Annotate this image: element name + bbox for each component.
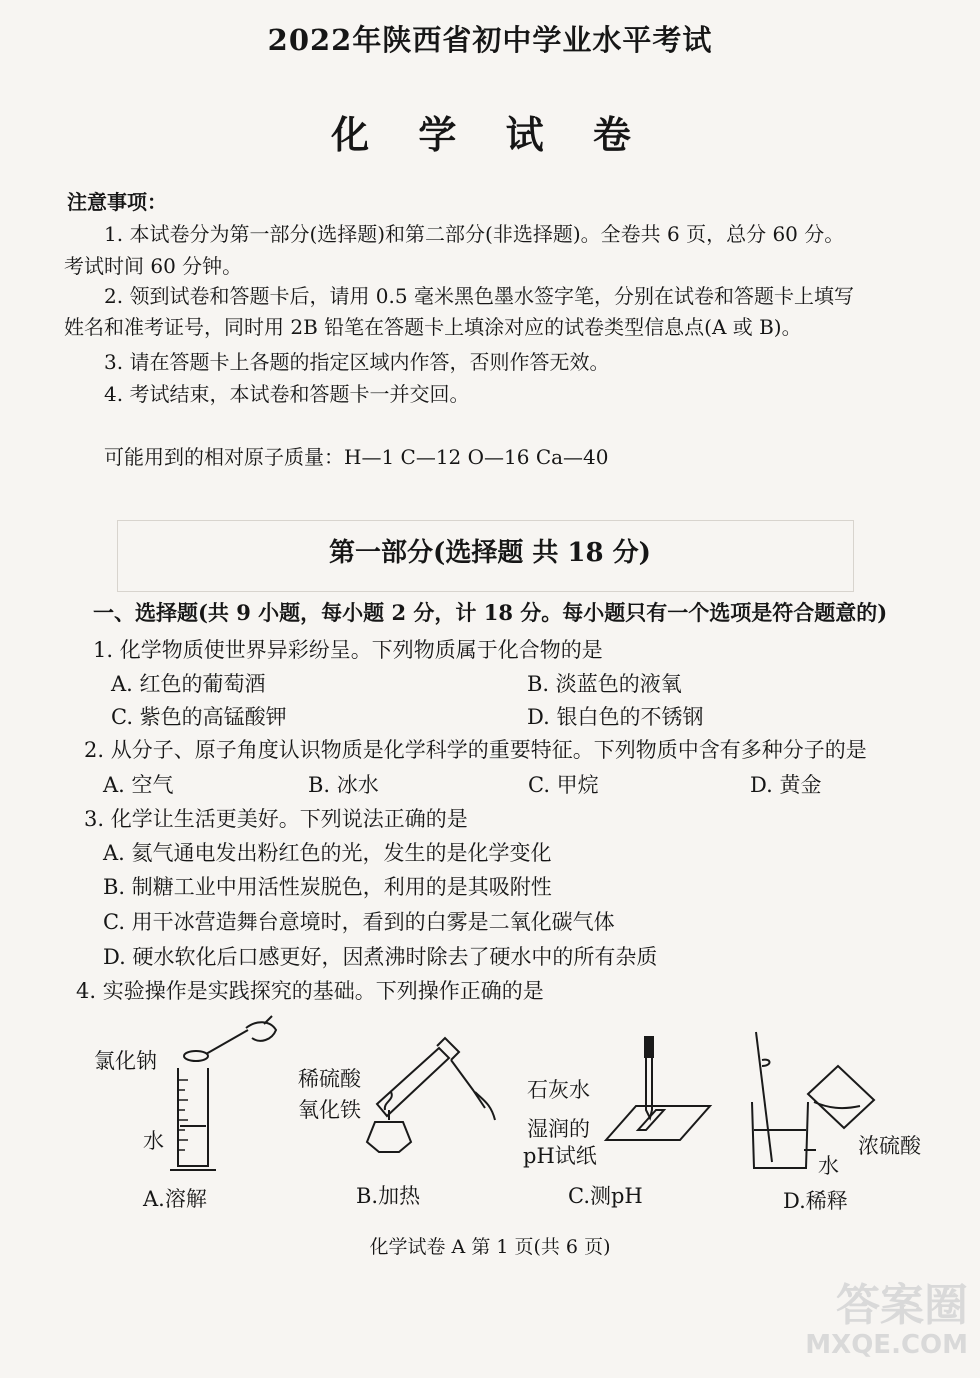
q3-option-d: D. 硬水软化后口感更好，因煮沸时除去了硬水中的所有杂质	[103, 945, 658, 969]
page-footer: 化学试卷 A 第 1 页(共 6 页)	[369, 1236, 611, 1258]
q1-option-d: D. 银白色的不锈钢	[527, 705, 704, 729]
q2-stem: 2. 从分子、原子角度认识物质是化学科学的重要特征。下列物质中含有多种分子的是	[84, 738, 867, 762]
notes-line-3: 2. 领到试卷和答题卡后，请用 0.5 毫米黑色墨水签字笔，分别在试卷和答题卡上填写	[104, 284, 854, 308]
notes-line-2: 考试时间 60 分钟。	[64, 254, 243, 278]
watermark-text-url: MXQE.COM	[805, 1330, 968, 1360]
q2-option-d: D. 黄金	[750, 773, 822, 797]
fig-c-label-wet: 湿润的	[527, 1117, 590, 1141]
fig-a-label-water: 水	[143, 1129, 164, 1153]
notes-line-4: 姓名和准考证号，同时用 2B 铅笔在答题卡上填涂对应的试卷类型信息点(A 或 B)。	[64, 315, 802, 339]
notes-line-6: 4. 考试结束，本试卷和答题卡一并交回。	[104, 382, 470, 406]
watermark-text-cn: 答案圈	[836, 1280, 968, 1331]
atomic-mass-line: 可能用到的相对原子质量：H—1 C—12 O—16 Ca—40	[104, 445, 609, 469]
subject-title: 化 学 试 卷	[331, 112, 649, 157]
fig-b-caption: B.加热	[356, 1184, 421, 1208]
notes-line-5: 3. 请在答题卡上各题的指定区域内作答，否则作答无效。	[104, 350, 610, 374]
fig-d-caption: D.稀释	[783, 1189, 848, 1213]
fig-d-dilution-drawing	[738, 1030, 878, 1175]
q1-option-b: B. 淡蓝色的液氧	[527, 672, 682, 696]
q1-stem: 1. 化学物质使世界异彩纷呈。下列物质属于化合物的是	[93, 638, 603, 662]
fig-c-label-limewater: 石灰水	[527, 1078, 590, 1102]
watermark-logo	[788, 1282, 968, 1372]
q3-option-c: C. 用干冰营造舞台意境时，看到的白雾是二氧化碳气体	[103, 910, 615, 934]
fig-b-heating-drawing	[355, 1030, 505, 1170]
q2-option-b: B. 冰水	[308, 773, 379, 797]
q3-stem: 3. 化学让生活更美好。下列说法正确的是	[84, 807, 468, 831]
q3-option-a: A. 氦气通电发出粉红色的光，发生的是化学变化	[103, 841, 552, 865]
fig-b-label-oxide: 氧化铁	[298, 1098, 361, 1122]
fig-a-label-nacl: 氯化钠	[94, 1049, 157, 1073]
fig-c-caption: C.测pH	[568, 1184, 643, 1208]
fig-c-label-paper: pH试纸	[523, 1144, 597, 1168]
section-heading: 第一部分(选择题 共 18 分)	[329, 538, 651, 568]
q4-stem: 4. 实验操作是实践探究的基础。下列操作正确的是	[76, 979, 544, 1003]
notes-line-1: 1. 本试卷分为第一部分(选择题)和第二部分(非选择题)。全卷共 6 页，总分 60 分。	[104, 222, 845, 246]
fig-d-label-water: 水	[818, 1154, 839, 1178]
notes-heading: 注意事项：	[67, 190, 167, 214]
q1-option-a: A. 红色的葡萄酒	[111, 672, 266, 696]
q3-option-b: B. 制糖工业中用活性炭脱色，利用的是其吸附性	[103, 875, 552, 899]
fig-c-ph-drawing	[600, 1030, 720, 1170]
q2-option-a: A. 空气	[103, 773, 174, 797]
fig-a-caption: A.溶解	[143, 1187, 207, 1211]
fig-d-label-acid: 浓硫酸	[858, 1134, 921, 1158]
q1-option-c: C. 紫色的高锰酸钾	[111, 705, 287, 729]
fig-a-cylinder-drawing	[160, 1010, 290, 1180]
section-instruction: 一、选择题(共 9 小题，每小题 2 分，计 18 分。每小题只有一个选项是符合题意的)	[93, 600, 888, 625]
fig-b-label-acid: 稀硫酸	[298, 1067, 361, 1091]
exam-title: 2022年陕西省初中学业水平考试	[267, 23, 713, 57]
q2-option-c: C. 甲烷	[528, 773, 599, 797]
